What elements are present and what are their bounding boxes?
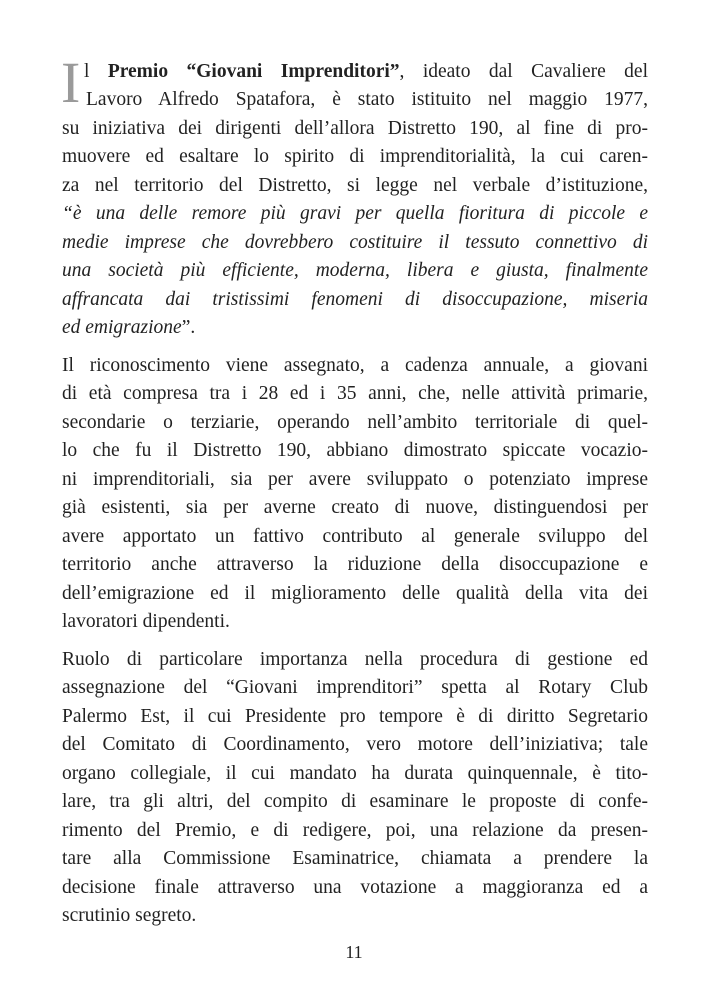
paragraph-2-line: lo che fu il Distretto 190, abbiano dimostrato spiccate vocazio-: [62, 440, 648, 461]
paragraph-3-line: Palermo Est, il cui Presidente pro tempore è di diritto Segretario: [62, 706, 648, 727]
paragraph-3-line: decisione finale attraverso una votazione a maggioranza ed a: [62, 877, 648, 898]
paragraph-3-line: tare alla Commissione Esaminatrice, chiamata a prendere la: [62, 848, 648, 869]
paragraph-1-line-3: su iniziativa dei dirigenti dell’allora Distretto 190, al fine di pro-: [62, 118, 648, 139]
paragraph-3-line: assegnazione del “Giovani imprenditori” spetta al Rotary Club: [62, 677, 648, 698]
paragraph-1-line-10: ed emigrazione”.: [62, 317, 196, 338]
paragraph-1-line-9: affrancata dai tristissimi fenomeni di disoccupazione, miseria: [62, 289, 648, 310]
paragraph-2-line: già esistenti, sia per averne creato di nuove, distinguendosi per: [62, 497, 648, 518]
paragraph-3-line: Ruolo di particolare importanza nella procedura di gestione ed: [62, 649, 648, 670]
paragraph-3-line: del Comitato di Coordinamento, vero motore dell’iniziativa; tale: [62, 734, 648, 755]
paragraph-3-line: rimento del Premio, e di redigere, poi, una relazione da presen-: [62, 820, 648, 841]
paragraph-1-line-6: “è una delle remore più gravi per quella fioritura di piccole e: [62, 203, 648, 224]
drop-cap: I: [61, 50, 81, 115]
paragraph-2-line: lavoratori dipendenti.: [62, 611, 230, 632]
paragraph-1-line-8: una società più efficiente, moderna, libera e giusta, finalmente: [62, 260, 648, 281]
paragraph-3-line: lare, tra gli altri, del compito di esaminare le proposte di confe-: [62, 791, 648, 812]
paragraph-1-line-5: za nel territorio del Distretto, si legge nel verbale d’istituzione,: [62, 175, 648, 196]
paragraph-2-line: territorio anche attraverso la riduzione della disoccupazione e: [62, 554, 648, 575]
page-number: 11: [345, 942, 363, 962]
premio-title: Premio “Giovani Imprenditori”: [107, 61, 400, 82]
paragraph-1-line-4: muovere ed esaltare lo spirito di imprenditorialità, la cui caren-: [62, 146, 648, 167]
paragraph-2-line: secondarie o terziarie, operando nell’ambito territoriale di quel-: [62, 412, 648, 433]
paragraph-1-line-2: Lavoro Alfredo Spatafora, è stato istituito nel maggio 1977,: [86, 89, 648, 110]
paragraph-1-line-1: l Premio “Giovani Imprenditori”, ideato dal Cavaliere del: [84, 61, 648, 82]
paragraph-1-line-7: medie imprese che dovrebbero costituire il tessuto connettivo di: [62, 232, 648, 253]
paragraph-2-line: di età compresa tra i 28 ed i 35 anni, che, nelle attività primarie,: [62, 383, 648, 404]
paragraph-2-line: Il riconoscimento viene assegnato, a cadenza annuale, a giovani: [62, 355, 648, 376]
paragraph-3-line: scrutinio segreto.: [62, 905, 197, 926]
paragraph-2-line: avere apportato un fattivo contributo al generale sviluppo del: [62, 526, 648, 547]
paragraph-2-line: ni imprenditoriali, sia per avere sviluppato o potenziato imprese: [62, 469, 648, 490]
paragraph-2-line: dell’emigrazione ed il miglioramento delle qualità della vita dei: [62, 583, 648, 604]
paragraph-3-line: organo collegiale, il cui mandato ha durata quinquennale, è tito-: [62, 763, 648, 784]
